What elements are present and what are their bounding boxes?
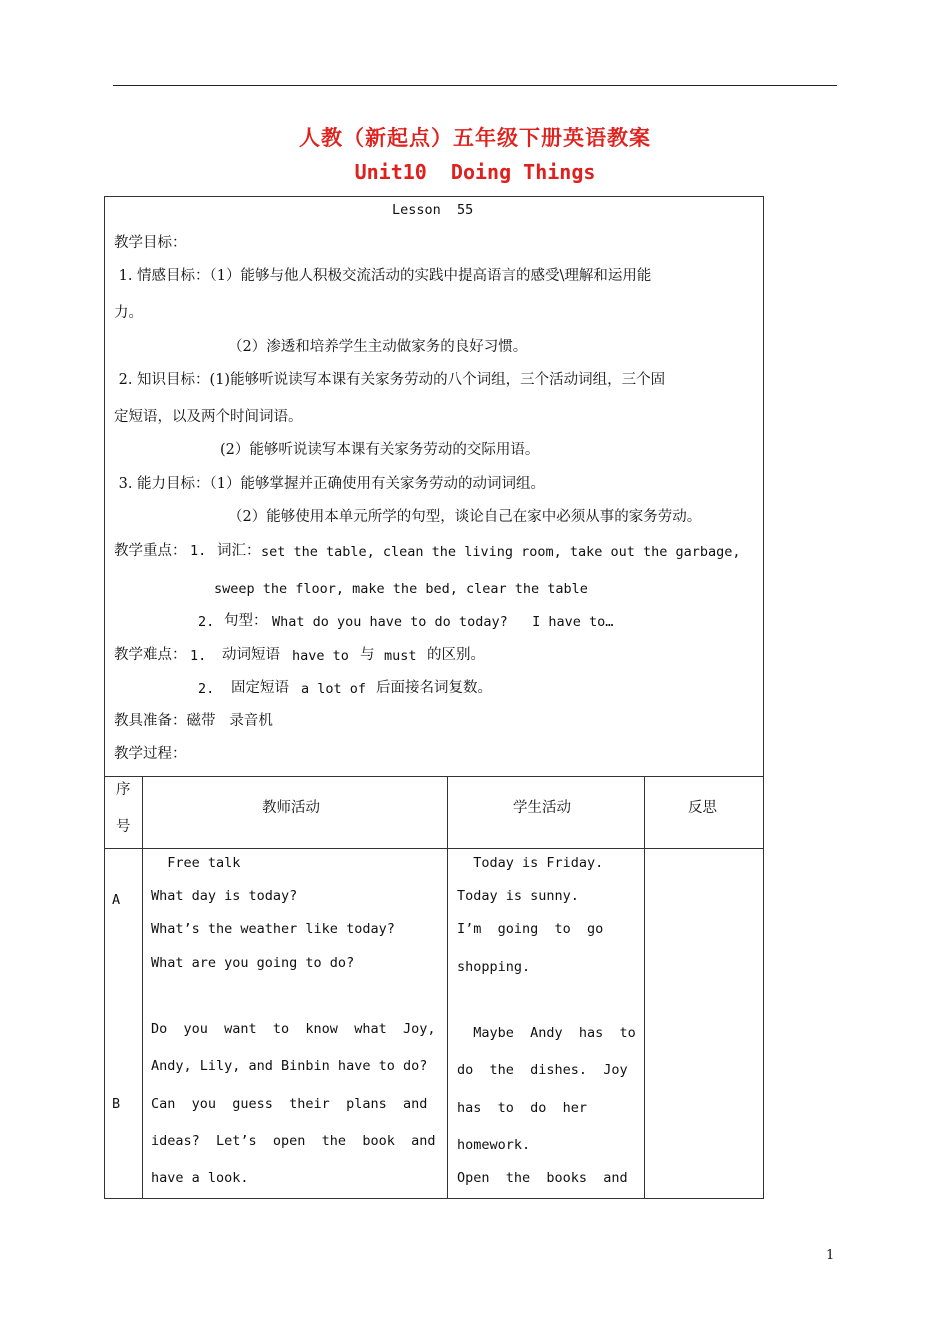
header-seq-2: 号 bbox=[116, 819, 131, 835]
lesson-number: Lesson 55 bbox=[392, 202, 474, 218]
header-teacher: 教师活动 bbox=[262, 800, 320, 816]
difficulty-2-a: 固定短语 bbox=[231, 680, 289, 696]
row-a-student-line-3: I’m going to go bbox=[457, 921, 604, 937]
objective-2c: (2）能够听说读写本课有关家务劳动的交际用语。 bbox=[220, 442, 540, 458]
row-b-teacher-line-5: have a look. bbox=[151, 1170, 249, 1186]
objectives-heading: 教学目标： bbox=[114, 235, 187, 251]
key-point-1-vocab-cont: sweep the floor, make the bed, clear the table bbox=[214, 581, 588, 597]
table-col-divider-2 bbox=[447, 776, 448, 1199]
table-col-divider-3 bbox=[644, 776, 645, 1199]
difficulty-1-d: must bbox=[384, 648, 417, 664]
row-a-student-line-2: Today is sunny. bbox=[457, 888, 579, 904]
process-heading: 教学过程： bbox=[114, 746, 187, 762]
row-b-student-line-2: do the dishes. Joy bbox=[457, 1062, 628, 1078]
objective-2a: 2. 知识目标：(1)能够听说读写本课有关家务劳动的八个词组，三个活动词组，三个固 bbox=[114, 372, 666, 388]
header-seq-1: 序 bbox=[116, 782, 131, 798]
row-a-student-line-1: Today is Friday. bbox=[457, 855, 604, 871]
difficulty-1-a: 动词短语 bbox=[222, 647, 280, 663]
header-student: 学生活动 bbox=[513, 800, 571, 816]
difficulty-1-c: 与 bbox=[360, 647, 375, 663]
row-seq-a: A bbox=[112, 892, 121, 908]
table-top-border bbox=[104, 776, 764, 777]
row-b-student-line-3: has to do her bbox=[457, 1100, 588, 1116]
key-point-1-num: 1. bbox=[190, 543, 207, 559]
key-point-2-sentence: What do you have to do today? I have to… bbox=[272, 614, 614, 630]
key-point-2-num: 2. bbox=[198, 614, 215, 630]
row-a-teacher-line-4: What are you going to do? bbox=[151, 955, 355, 971]
row-b-teacher-line-1: Do you want to know what Joy, bbox=[151, 1021, 436, 1037]
key-points-label: 教学重点： bbox=[114, 543, 187, 559]
row-b-student-line-4: homework. bbox=[457, 1137, 531, 1153]
row-a-teacher-line-2: What day is today? bbox=[151, 888, 298, 904]
table-header-border bbox=[104, 848, 764, 849]
difficulty-2-b: a lot of bbox=[301, 681, 367, 697]
objective-1a: 1. 情感目标：（1）能够与他人积极交流活动的实践中提高语言的感受\理解和运用能 bbox=[114, 268, 652, 284]
row-b-teacher-line-3: Can you guess their plans and bbox=[151, 1096, 428, 1112]
page-number: 1 bbox=[826, 1248, 835, 1263]
row-b-student-line-1: Maybe Andy has to bbox=[457, 1025, 636, 1041]
difficulty-2-num: 2. bbox=[198, 681, 215, 697]
key-point-1-vocab: set the table, clean the living room, take out the garbage, bbox=[261, 544, 741, 560]
key-point-2-label: 句型： bbox=[224, 613, 268, 629]
header-rule bbox=[113, 85, 837, 86]
key-point-1-label: 词汇： bbox=[217, 543, 261, 559]
row-seq-b: B bbox=[112, 1096, 121, 1112]
teaching-tools: 教具准备：磁带 录音机 bbox=[114, 713, 273, 729]
row-b-teacher-line-2: Andy, Lily, and Binbin have to do? bbox=[151, 1058, 428, 1074]
objective-3a: 3. 能力目标：（1）能够掌握并正确使用有关家务劳动的动词词组。 bbox=[114, 476, 546, 492]
unit-title: Unit10 Doing Things bbox=[354, 160, 596, 184]
row-b-student-line-5: Open the books and bbox=[457, 1170, 628, 1186]
row-b-teacher-line-4: ideas? Let’s open the book and bbox=[151, 1133, 436, 1149]
difficulty-2-c: 后面接名词复数。 bbox=[376, 680, 492, 696]
row-a-student-line-4: shopping. bbox=[457, 959, 531, 975]
difficulty-1-b: have to bbox=[292, 648, 349, 664]
table-col-divider-1 bbox=[142, 776, 143, 1199]
header-reflect: 反思 bbox=[688, 800, 717, 816]
difficulty-1-e: 的区别。 bbox=[427, 647, 485, 663]
document-title: 人教（新起点）五年级下册英语教案 bbox=[299, 125, 651, 150]
objective-3b: （2）能够使用本单元所学的句型，谈论自己在家中必须从事的家务劳动。 bbox=[228, 509, 702, 525]
row-a-teacher-line-1: Free talk bbox=[151, 855, 241, 871]
row-a-teacher-line-3: What’s the weather like today? bbox=[151, 921, 395, 937]
difficulty-1-num: 1. bbox=[190, 648, 207, 664]
objective-1b: 力。 bbox=[114, 305, 143, 321]
objective-2b: 定短语，以及两个时间词语。 bbox=[114, 409, 303, 425]
objective-1c: （2）渗透和培养学生主动做家务的良好习惯。 bbox=[228, 339, 528, 355]
difficulties-label: 教学难点： bbox=[114, 647, 187, 663]
